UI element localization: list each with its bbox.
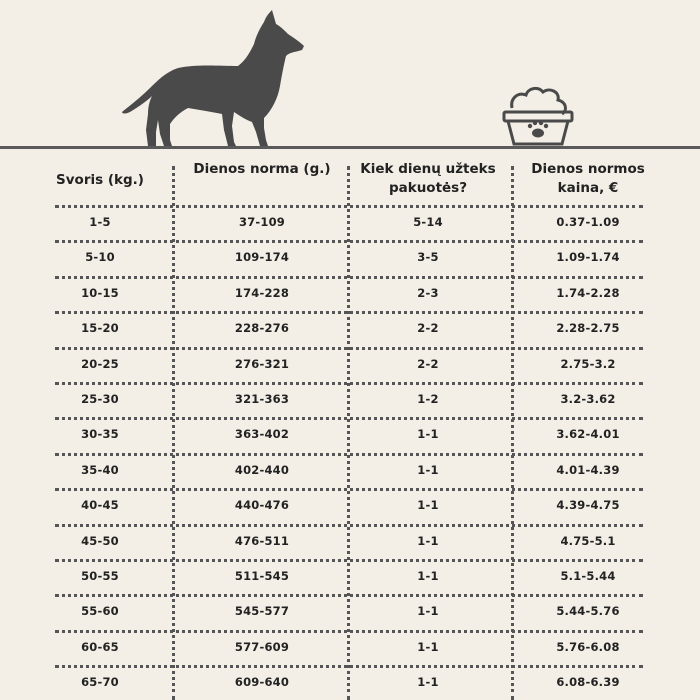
table-cell: 35-40 bbox=[81, 463, 119, 477]
table-cell: 1.74-2.28 bbox=[556, 286, 620, 300]
table-cell: 10-15 bbox=[81, 286, 119, 300]
table-cell: 15-20 bbox=[81, 321, 119, 335]
row-separator bbox=[55, 276, 643, 279]
table-cell: 228-276 bbox=[234, 321, 290, 335]
ground-line bbox=[0, 146, 700, 149]
row-separator bbox=[55, 347, 643, 350]
table-cell: 363-402 bbox=[234, 427, 290, 441]
table-cell: 545-577 bbox=[234, 604, 290, 618]
table-cell: 5-14 bbox=[413, 215, 443, 229]
table-cell: 5.1-5.44 bbox=[560, 569, 616, 583]
table-cell: 25-30 bbox=[81, 392, 119, 406]
row-separator bbox=[55, 594, 643, 597]
row-separator bbox=[55, 382, 643, 385]
table-cell: 1-1 bbox=[417, 463, 439, 477]
table-cell: 50-55 bbox=[81, 569, 119, 583]
table-cell: 476-511 bbox=[234, 534, 290, 548]
table-cell: 1-1 bbox=[417, 427, 439, 441]
hero-banner bbox=[0, 0, 700, 150]
table-cell: 1.09-1.74 bbox=[556, 250, 620, 264]
table-cell: 6.08-6.39 bbox=[556, 675, 620, 689]
column-separator bbox=[511, 166, 514, 700]
table-cell: 0.37-1.09 bbox=[556, 215, 620, 229]
dog-illustration bbox=[0, 0, 700, 150]
dog-silhouette-icon bbox=[122, 10, 304, 146]
table-cell: 4.01-4.39 bbox=[556, 463, 620, 477]
table-cell: 511-545 bbox=[234, 569, 290, 583]
row-separator bbox=[55, 665, 643, 668]
table-cell: 1-2 bbox=[417, 392, 439, 406]
table-cell: 5-10 bbox=[85, 250, 115, 264]
table-cell: 321-363 bbox=[234, 392, 290, 406]
table-cell: 1-1 bbox=[417, 498, 439, 512]
table-cell: 2-2 bbox=[417, 357, 439, 371]
table-cell: 440-476 bbox=[234, 498, 290, 512]
table-cell: 1-1 bbox=[417, 604, 439, 618]
row-separator bbox=[55, 417, 643, 420]
table-cell: 174-228 bbox=[234, 286, 290, 300]
table-cell: 1-5 bbox=[89, 215, 111, 229]
row-separator bbox=[55, 311, 643, 314]
table-cell: 37-109 bbox=[239, 215, 285, 229]
table-cell: 20-25 bbox=[81, 357, 119, 371]
table-cell: 4.75-5.1 bbox=[560, 534, 616, 548]
table-cell: 1-1 bbox=[417, 675, 439, 689]
table-cell: 2-2 bbox=[417, 321, 439, 335]
table-cell: 577-609 bbox=[234, 640, 290, 654]
table-cell: 1-1 bbox=[417, 569, 439, 583]
table-cell: 60-65 bbox=[81, 640, 119, 654]
table-cell: 4.39-4.75 bbox=[556, 498, 620, 512]
table-cell: 2.28-2.75 bbox=[556, 321, 620, 335]
table-cell: 45-50 bbox=[81, 534, 119, 548]
table-cell: 40-45 bbox=[81, 498, 119, 512]
table-cell: 30-35 bbox=[81, 427, 119, 441]
row-separator bbox=[55, 488, 643, 491]
table-cell: 5.44-5.76 bbox=[556, 604, 620, 618]
column-header: Svoris (kg.) bbox=[56, 172, 144, 188]
paw-print-icon bbox=[528, 121, 548, 138]
table-cell: 609-640 bbox=[234, 675, 290, 689]
row-separator bbox=[55, 205, 643, 208]
column-header: Kiek dienų užteks pakuotės? bbox=[360, 161, 496, 196]
table-cell: 1-1 bbox=[417, 640, 439, 654]
table-cell: 65-70 bbox=[81, 675, 119, 689]
table-cell: 402-440 bbox=[234, 463, 290, 477]
row-separator bbox=[55, 559, 643, 562]
table-cell: 1-1 bbox=[417, 534, 439, 548]
row-separator bbox=[55, 453, 643, 456]
row-separator bbox=[55, 240, 643, 243]
table-cell: 3.62-4.01 bbox=[556, 427, 620, 441]
table-cell: 5.76-6.08 bbox=[556, 640, 620, 654]
column-header: Dienos norma (g.) bbox=[193, 161, 331, 177]
table-cell: 55-60 bbox=[81, 604, 119, 618]
row-separator bbox=[55, 524, 643, 527]
column-header: Dienos normos kaina, € bbox=[531, 161, 645, 196]
table-cell: 3-5 bbox=[417, 250, 439, 264]
table-cell: 3.2-3.62 bbox=[560, 392, 616, 406]
table-cell: 109-174 bbox=[234, 250, 290, 264]
table-cell: 2-3 bbox=[417, 286, 439, 300]
table-cell: 2.75-3.2 bbox=[560, 357, 616, 371]
row-separator bbox=[55, 630, 643, 633]
table-cell: 276-321 bbox=[234, 357, 290, 371]
